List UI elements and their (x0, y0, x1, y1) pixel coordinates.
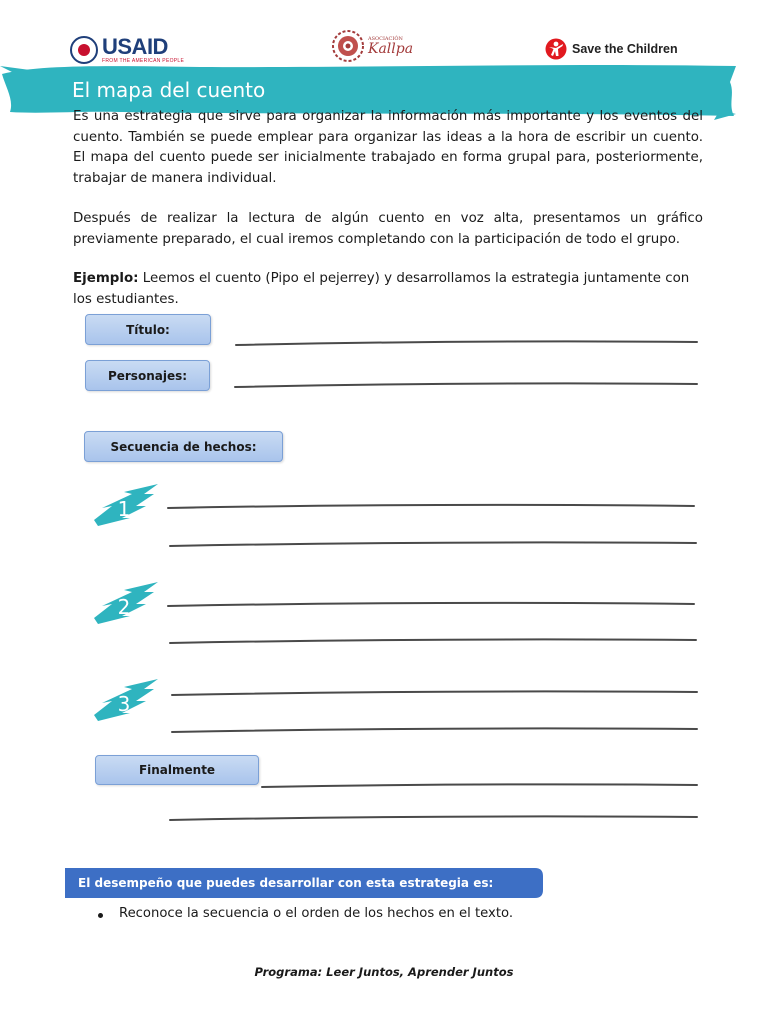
step-2-badge-icon (92, 580, 164, 624)
titulo-label: Título: (126, 322, 170, 337)
secuencia-label: Secuencia de hechos: (110, 439, 257, 454)
usaid-tagline: FROM THE AMERICAN PEOPLE (102, 58, 185, 64)
desempeno-bullet: Reconoce la secuencia o el orden de los hechos en el texto. (119, 906, 514, 921)
step2-line-a (168, 603, 694, 606)
finalmente-line-a (262, 784, 697, 787)
step-2-number: 2 (117, 595, 131, 619)
kallpa-small-text: ASOCIACIÓN (368, 36, 403, 42)
save-the-children-name: Save the Children (572, 42, 678, 56)
finalmente-label: Finalmente (138, 763, 216, 777)
step1-line-a (168, 505, 694, 508)
step-3-number: 3 (117, 692, 131, 716)
step1-line-b (170, 542, 696, 546)
step-1-number: 1 (117, 497, 131, 521)
finalmente-line-b (170, 816, 697, 820)
example-label: Ejemplo: (73, 271, 139, 286)
program-footer: Programa: Leer Juntos, Aprender Juntos (254, 965, 514, 979)
kallpa-name: Kallpa (368, 41, 414, 57)
step3-line-a (172, 691, 697, 695)
personajes-label: Personajes: (107, 368, 188, 383)
page-title: El mapa del cuento (72, 78, 266, 102)
step-3-badge-icon (92, 677, 164, 721)
titulo-line (236, 341, 697, 345)
example-text: Leemos el cuento (Pipo el pejerrey) y desarrollamos la estrategia juntamente con los estudiantes. (73, 271, 690, 307)
bullet-icon (98, 913, 103, 918)
step2-line-b (170, 639, 696, 643)
desempeno-heading: El desempeño que puedes desarrollar con esta estrategia es: (78, 876, 494, 890)
step-1-badge-icon (92, 482, 164, 526)
personajes-line (235, 383, 697, 387)
step3-line-b (172, 728, 697, 732)
usaid-name: USAID (102, 34, 168, 59)
second-paragraph: Después de realizar la lectura de algún cuento en voz alta, presentamos un gráfico previamente preparado, el cual iremos completando con la participación de todo el grupo. (73, 211, 703, 247)
intro-paragraph: Es una estrategia que sirve para organizar la información más importante y los eventos del cuento. También se puede emplear para organizar las ideas a la hora de escribir un cuento. El mapa del cuento puede ser inicialmente trabajado en forma grupal para, posteriormente, trabajar de manera individual. (73, 109, 703, 186)
